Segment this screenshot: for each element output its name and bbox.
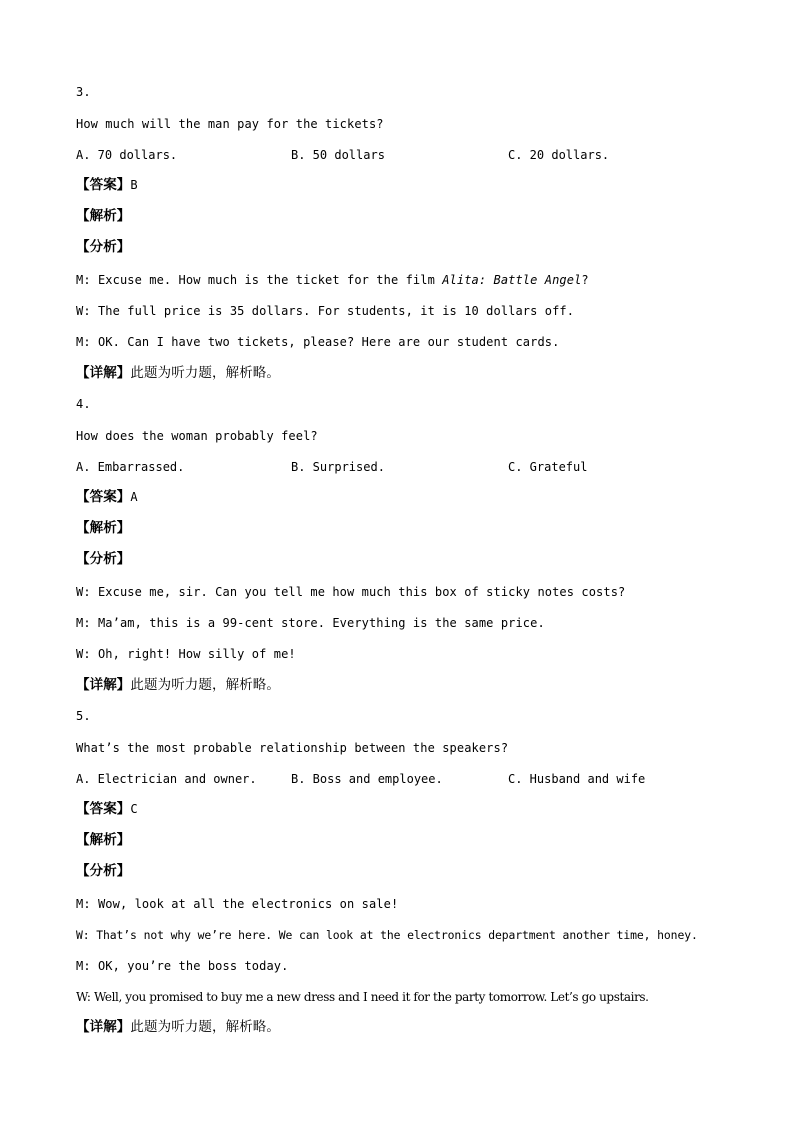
transcript-line: W: That’s not why we’re here. We can look at the electronics department another time, honey. [76,928,698,942]
detail-label: 【详解】 [76,365,131,381]
option-b: B. 50 dollars [291,148,385,162]
answer-line [76,801,138,817]
option-c: C. Husband and wife [508,772,646,786]
transcript-line: W: The full price is 35 dollars. For students, it is 10 dollars off. [76,304,575,318]
option-a: A. 70 dollars. [76,148,178,162]
detail-text: 此题为听力题，解析略。 [130,1019,281,1035]
detail-label: 【详解】 [76,1019,131,1035]
detail-label: 【详解】 [76,677,131,693]
question-number: 5. [76,709,91,723]
analysis-label: 【解析】 [76,520,131,536]
breakdown-label: 【分析】 [76,863,131,879]
answer-label: 【答案】 [76,801,131,817]
analysis-label: 【解析】 [76,208,131,224]
detail-line [76,677,280,693]
transcript-line: M: OK. Can I have two tickets, please? Here are our student cards. [76,335,560,349]
transcript-line: M: Ma’am, this is a 99-cent store. Everything is the same price. [76,616,545,630]
transcript-line: M: Wow, look at all the electronics on sale! [76,897,399,911]
detail-text: 此题为听力题，解析略。 [130,677,281,693]
transcript-line: M: Excuse me. How much is the ticket for the film Alita: Battle Angel? [76,273,589,287]
option-c: C. Grateful [508,460,588,474]
option-a: A. Embarrassed. [76,460,185,474]
option-b: B. Boss and employee. [291,772,443,786]
option-a: A. Electrician and owner. [76,772,257,786]
detail-line [76,365,280,381]
transcript-line: W: Oh, right! How silly of me! [76,647,296,661]
question-number: 3. [76,85,91,99]
analysis-label: 【解析】 [76,832,131,848]
answer-label: 【答案】 [76,177,131,193]
question-number: 4. [76,397,91,411]
breakdown-label: 【分析】 [76,551,131,567]
answer-label: 【答案】 [76,489,131,505]
question-prompt: How much will the man pay for the tickets? [76,117,384,131]
answer-value: A [130,490,138,504]
film-title: Alita: Battle Angel [442,273,582,287]
answer-value: C [130,802,138,816]
detail-text: 此题为听力题，解析略。 [130,365,281,381]
transcript-line: M: OK, you’re the boss today. [76,959,289,973]
option-c: C. 20 dollars. [508,148,610,162]
transcript-line: W: Well, you promised to buy me a new dress and I need it for the party tomorrow. Let’s go upstairs. [76,990,649,1004]
transcript-line: W: Excuse me, sir. Can you tell me how much this box of sticky notes costs? [76,585,626,599]
answer-value: B [130,178,138,192]
detail-line [76,1019,280,1035]
answer-line [76,489,138,505]
answer-line [76,177,138,193]
option-b: B. Surprised. [291,460,385,474]
question-prompt: How does the woman probably feel? [76,429,318,443]
breakdown-label: 【分析】 [76,239,131,255]
question-prompt: What’s the most probable relationship between the speakers? [76,741,509,755]
